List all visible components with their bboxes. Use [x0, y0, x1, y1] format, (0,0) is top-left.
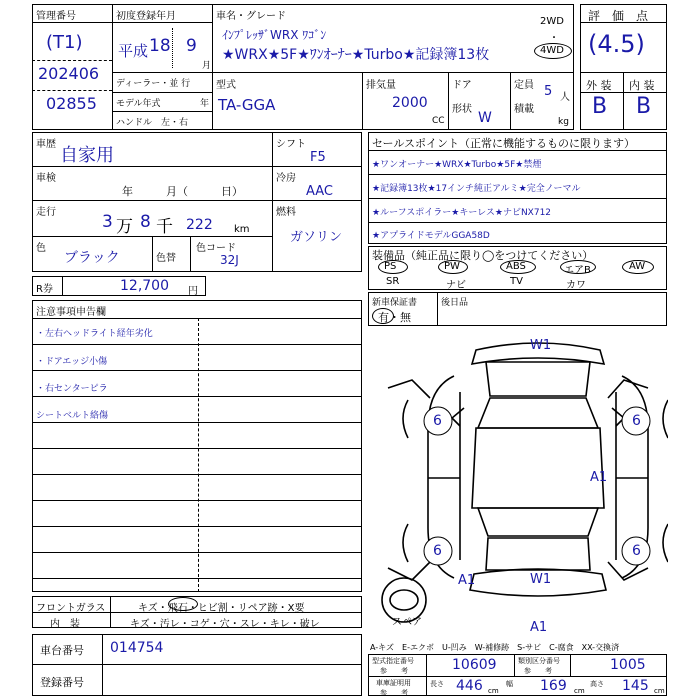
width-unit: cm	[574, 687, 585, 695]
type-designation-label: 型式指定番号	[372, 657, 414, 665]
length-unit: cm	[488, 687, 499, 695]
month: 9	[186, 36, 197, 56]
height-label: 高さ	[590, 680, 604, 688]
name-line2: ★WRX★5F★ﾜﾝｵｰﾅｰ★Turbo★記録簿13枚	[222, 47, 490, 63]
handle-label: ハンドル 左・右	[116, 118, 189, 128]
cert-label: 車庫証明用	[376, 679, 411, 687]
chassis-label: 車台番号	[40, 644, 84, 657]
glass-chip-circle	[168, 597, 198, 611]
score-label: 評 価 点	[588, 9, 649, 23]
km-unit: km	[234, 224, 250, 235]
interior-label: 内 装	[629, 79, 655, 92]
drive-dot: ・	[549, 33, 559, 44]
ac-value: AAC	[306, 184, 333, 199]
glass-options: キズ・飛石・ヒビ割・リペア跡・X要	[138, 603, 305, 614]
displacement-label: 排気量	[366, 80, 396, 91]
equip-sr: SR	[386, 276, 400, 287]
kanri-num2: 02855	[46, 94, 97, 113]
fuel-value: ガソリン	[290, 230, 343, 245]
ac-label: 冷房	[276, 173, 296, 184]
equipment-label: 装備品（純正品に限り◯をつけてください）	[372, 249, 594, 262]
glass-label: フロントガラス	[36, 603, 106, 614]
interior-label: 内 装	[50, 619, 80, 630]
exterior-grade: B	[592, 94, 608, 119]
mileage-label: 走行	[36, 207, 56, 218]
score-value: (4.5)	[588, 30, 645, 58]
kanri-label: 管理番号	[36, 11, 76, 22]
color-code-value: 32J	[220, 253, 239, 267]
kanri-num1: 202406	[38, 64, 100, 83]
history-label: 車歴	[36, 139, 56, 150]
after-label: 後日品	[441, 298, 469, 308]
recycle-value: 12,700	[120, 278, 169, 294]
chassis-value: 014754	[110, 640, 164, 656]
mark-tire-fl: 6	[433, 413, 442, 429]
height-value: 145	[622, 678, 649, 694]
cert-sub: 参 考	[380, 689, 408, 697]
mark-w1-bottom: W1	[530, 572, 552, 587]
shape-value: W	[478, 110, 492, 126]
equip-abs: ABS	[506, 261, 526, 272]
color-code-label: 色コード	[196, 243, 236, 254]
notes-label: 注意事項申告欄	[36, 307, 106, 318]
type-label: 型式	[216, 80, 236, 91]
name-label: 車名・グレード	[216, 11, 286, 22]
mileage-sen: 8	[140, 212, 151, 232]
type-designation-sub: 参 考	[380, 667, 408, 675]
drive-2wd: 2WD	[540, 16, 564, 27]
reg-label: 登録番号	[40, 676, 84, 689]
note-item: ・左右ヘッドライト経年劣化	[36, 329, 153, 339]
spare-label: スペア	[392, 617, 422, 628]
equip-pw: PW	[444, 261, 460, 272]
history-value: 自家用	[60, 145, 114, 166]
selling-point: ★記録簿13枚★17インチ純正アルミ★完全ノーマル	[372, 184, 581, 194]
length-value: 446	[456, 678, 483, 694]
mark-tire-rl: 6	[433, 543, 442, 559]
equip-tv: TV	[510, 276, 523, 287]
recycle-unit: 円	[188, 286, 198, 297]
capacity-unit: 人	[560, 92, 570, 103]
first-reg-label: 初度登録年月	[116, 11, 176, 22]
year-unit: 年	[200, 99, 210, 109]
equip-navi: ナビ	[446, 280, 466, 291]
category-sub: 参 考	[524, 667, 552, 675]
door-label: ドア	[452, 80, 472, 91]
capacity-label: 定員	[514, 80, 534, 91]
selling-point: ★ワンオーナー★WRX★Turbo★5F★禁煙	[372, 160, 542, 170]
recycle-label: R券	[36, 284, 53, 295]
mark-w1-top: W1	[530, 338, 552, 353]
exterior-label: 外 装	[586, 79, 612, 92]
displacement-value: 2000	[392, 95, 428, 111]
color-change-label: 色替	[156, 253, 176, 264]
interior-grade: B	[636, 94, 652, 119]
type-value: TA-GGA	[218, 96, 276, 114]
car-diagram	[368, 328, 668, 638]
width-label: 幅	[506, 680, 513, 688]
warranty-value: 有・無	[378, 311, 411, 324]
equip-airbag: エアB	[564, 265, 591, 276]
capacity-value: 5	[544, 84, 553, 99]
shift-value: F5	[310, 150, 326, 165]
fuel-label: 燃料	[276, 207, 296, 218]
length-label: 長さ	[430, 680, 444, 688]
recycle-frame	[32, 276, 206, 296]
mark-a1-bottom: A1	[530, 620, 548, 635]
selling-point: ★アプライドモデルGGA58D	[372, 231, 490, 241]
equip-ps: PS	[384, 261, 397, 272]
warranty-label: 新車保証書	[372, 298, 418, 308]
model-year-label: モデル年式	[116, 99, 161, 109]
shaken-text: 年 月（ 日）	[122, 185, 243, 198]
kg-unit: kg	[558, 117, 569, 127]
mark-a1-bottom-left: A1	[458, 573, 476, 588]
drive-4wd: 4WD	[540, 45, 564, 56]
note-item: ・ドアエッジ小傷	[36, 357, 108, 367]
selling-label: セールスポイント（正常に機能するものに限ります）	[372, 137, 636, 150]
mileage-sen-unit: 千	[156, 217, 173, 237]
mark-tire-fr: 6	[632, 413, 641, 429]
mileage-man: 3	[102, 212, 113, 232]
month-unit: 月	[202, 61, 212, 71]
mark-tire-rr: 6	[632, 543, 641, 559]
type-designation-value: 10609	[452, 657, 497, 673]
load-label: 積載	[514, 104, 534, 115]
year: 18	[149, 36, 171, 56]
era: 平成	[118, 42, 149, 60]
width-value: 169	[540, 678, 567, 694]
kanri-code: (T1)	[46, 32, 83, 53]
shape-label: 形状	[452, 104, 472, 115]
equip-leather: カワ	[566, 280, 586, 291]
name-line1: ｲﾝﾌﾟﾚｯｻﾞWRX ﾜｺﾞﾝ	[222, 28, 327, 42]
cc-unit: CC	[432, 116, 445, 126]
shaken-label: 車検	[36, 173, 56, 184]
equip-aw: AW	[629, 261, 646, 272]
shift-label: シフト	[276, 139, 306, 150]
height-unit: cm	[654, 687, 665, 695]
mark-a1-right: A1	[590, 470, 608, 485]
selling-point: ★ルーフスポイラー★キーレス★ナビNX712	[372, 208, 552, 218]
category-value: 1005	[610, 657, 646, 673]
mileage-rest: 222	[186, 217, 213, 233]
color-label: 色	[36, 243, 46, 254]
note-item: シートベルト絡傷	[36, 411, 109, 421]
dealer-label: ディーラー・並 行	[116, 79, 191, 89]
mileage-man-unit: 万	[116, 217, 133, 237]
note-item: ・右センターピラ	[36, 384, 108, 394]
category-label: 類別区分番号	[518, 657, 560, 665]
damage-legend: A-キズ E-エクボ U-凹み W-補修跡 S-サビ C-腐食 XX-交換済	[370, 643, 620, 652]
color-value: ブラック	[64, 250, 120, 266]
interior-options: キズ・汚レ・コゲ・穴・スレ・キレ・破レ	[130, 619, 320, 630]
